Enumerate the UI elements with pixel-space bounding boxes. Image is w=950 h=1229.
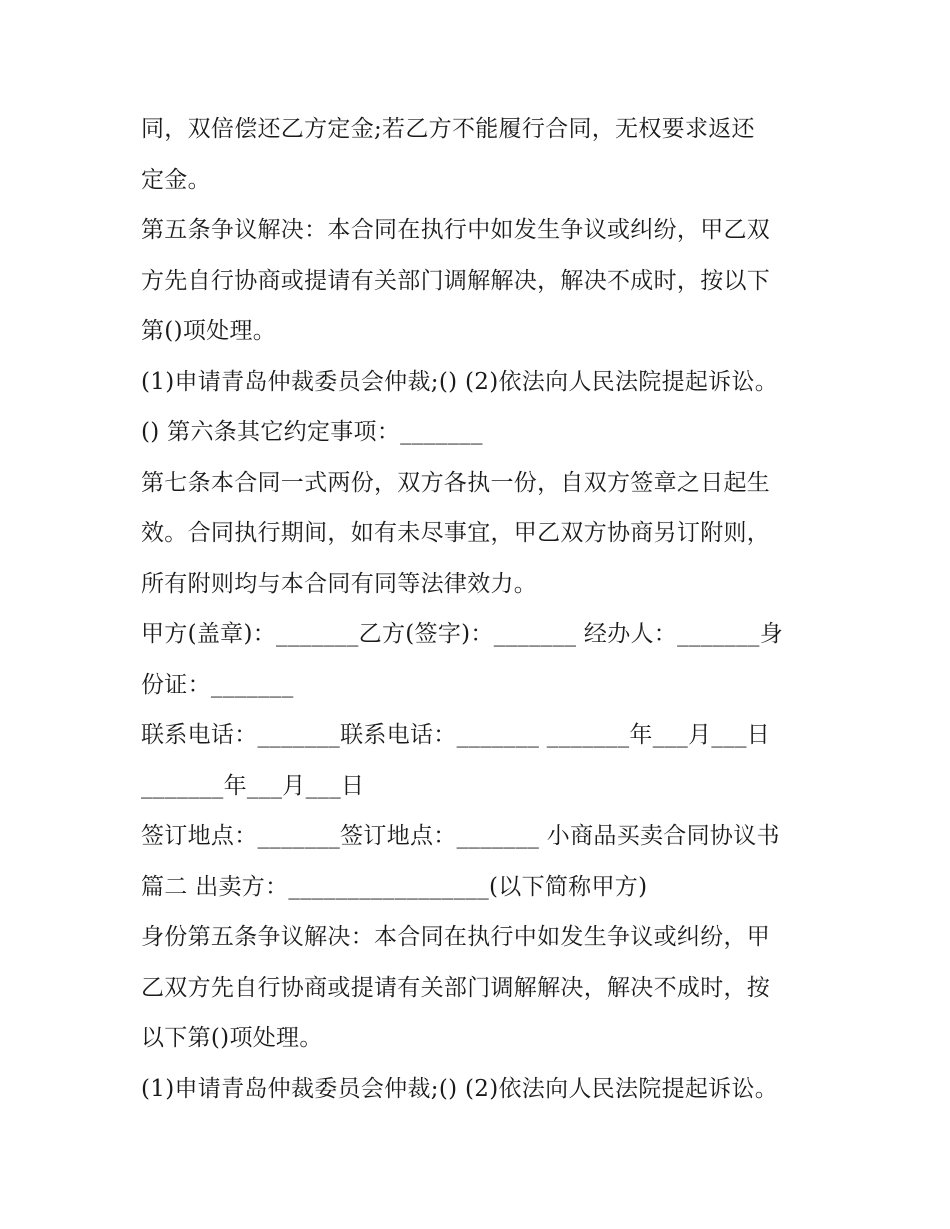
- text-line: 定金。: [141, 166, 211, 193]
- text-line: 乙双方先自行协商或提请有关部门调解解决，解决不成时，按: [141, 974, 771, 1001]
- text-line: 以下第()项处理。: [141, 1025, 323, 1051]
- text-line: 甲方(盖章)：_______乙方(签字)：_______ 经办人：_______身: [141, 621, 784, 647]
- document-body: [141, 104, 821, 1114]
- text-line: 联系电话：_______联系电话：_______ _______年___月___日: [141, 722, 771, 748]
- text-line: 身份第五条争议解决：本合同在执行中如发生争议或纠纷，甲: [141, 924, 771, 950]
- text-line: 同，双倍偿还乙方定金;若乙方不能履行合同，无权要求返还: [141, 116, 755, 142]
- text-line: 份证：_______: [141, 671, 294, 698]
- text-line: 第五条争议解决：本合同在执行中如发生争议或纠纷，甲乙双: [141, 217, 771, 243]
- text-line: 第七条本合同一式两份，双方各执一份，自双方签章之日起生: [141, 469, 771, 496]
- text-line: () 第六条其它约定事项：_______: [141, 419, 483, 445]
- text-line: (1)申请青岛仲裁委员会仲裁;() (2)依法向人民法院提起诉讼。: [141, 368, 779, 395]
- text-line: 效。合同执行期间，如有未尽事宜，甲乙双方协商另订附则，: [141, 520, 771, 546]
- text-line: 所有附则均与本合同有同等法律效力。: [141, 570, 538, 597]
- text-line: (1)申请青岛仲裁委员会仲裁;() (2)依法向人民法院提起诉讼。: [141, 1075, 779, 1102]
- text-line: 方先自行协商或提请有关部门调解解决，解决不成时，按以下: [141, 267, 771, 294]
- text-line: 第()项处理。: [141, 318, 277, 344]
- text-line: _______年___月___日: [141, 772, 365, 799]
- text-line: 篇二 出卖方：_________________(以下简称甲方): [141, 873, 648, 900]
- text-line: 签订地点：_______签订地点：_______ 小商品买卖合同协议书: [141, 823, 780, 849]
